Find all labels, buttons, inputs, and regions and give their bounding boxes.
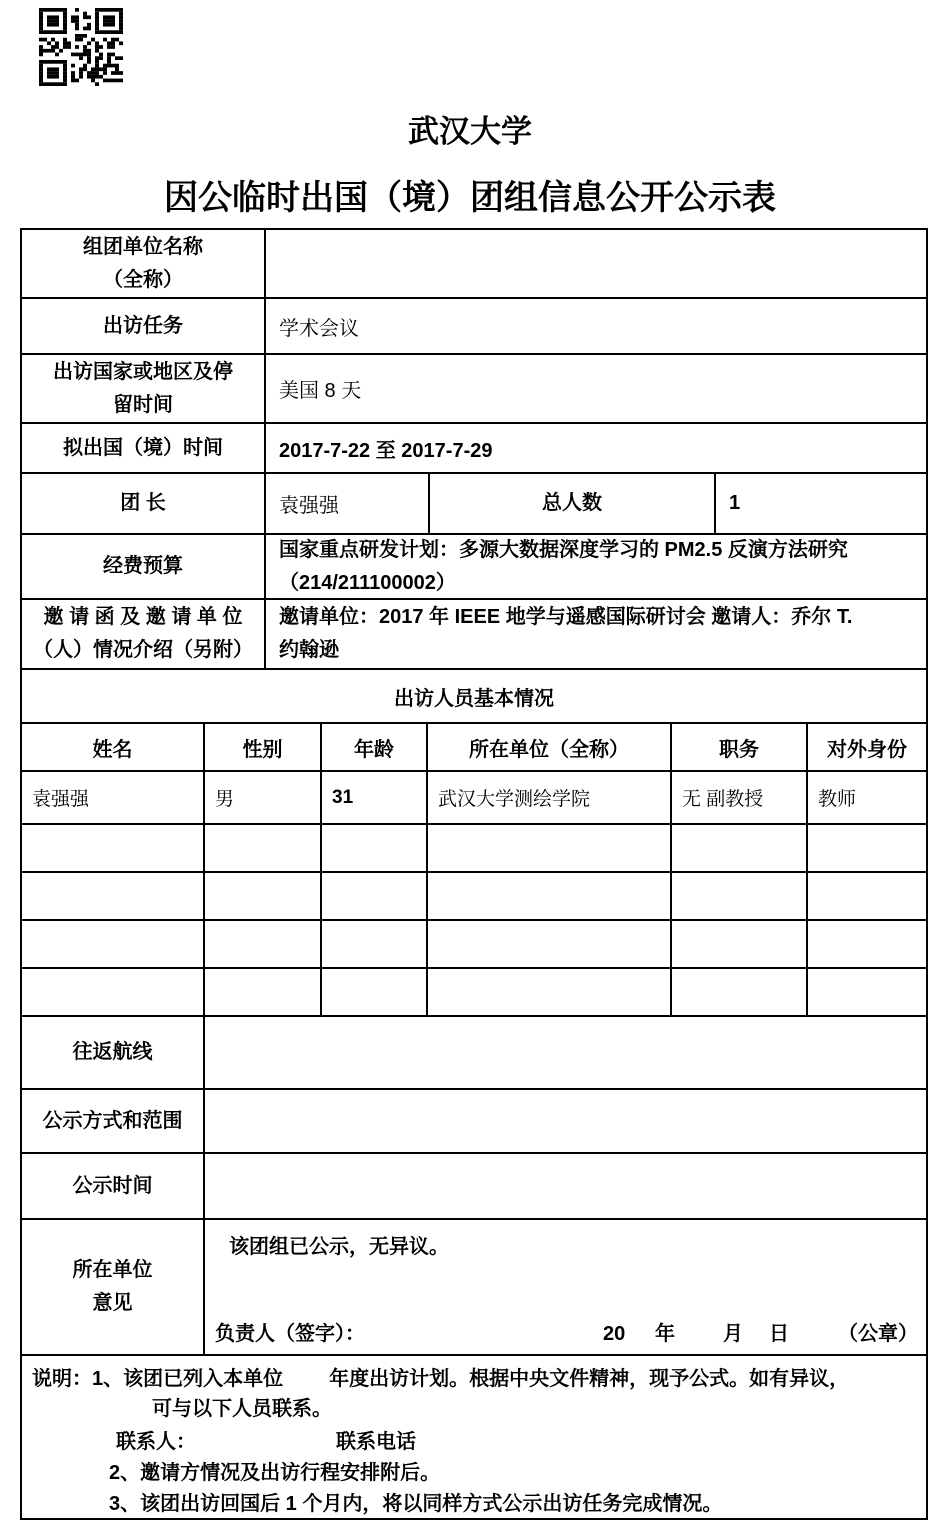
members-col-gender: 性别 bbox=[205, 724, 322, 770]
route-value bbox=[205, 1017, 926, 1088]
group-name-label: 组团单位名称 （全称） bbox=[22, 230, 266, 297]
row-notes bbox=[22, 1356, 926, 1518]
month-label: 月 bbox=[723, 1323, 743, 1345]
year-prefix: 20 bbox=[603, 1323, 626, 1345]
note-line-1: 说明：1、该团已列入本单位 年度出访计划。根据中央文件精神，现予公式。如有异议， bbox=[32, 1368, 850, 1390]
row-publicity-scope bbox=[22, 1090, 926, 1154]
members-col-duty: 职务 bbox=[672, 724, 808, 770]
form-subtitle: 因公临时出国（境）团组信息公开公示表 bbox=[164, 180, 776, 217]
task-label: 出访任务 bbox=[22, 299, 266, 353]
publicity-scope-label: 公示方式和范围 bbox=[22, 1090, 205, 1152]
row-date bbox=[22, 424, 926, 474]
row-publicity-time bbox=[22, 1154, 926, 1220]
unit-opinion-value bbox=[205, 1220, 926, 1354]
route-label: 往返航线 bbox=[22, 1017, 205, 1088]
leader-label: 团 长 bbox=[22, 474, 266, 533]
row-invitation bbox=[22, 600, 926, 670]
destination-value: 美国 8 天 bbox=[279, 380, 362, 402]
leader-value: 袁强强 bbox=[266, 474, 430, 533]
note-line-4: 2、邀请方情况及出访行程安排附后。 bbox=[109, 1462, 441, 1484]
opinion-statement: 该团组已公示，无异议。 bbox=[229, 1236, 449, 1258]
budget-label: 经费预算 bbox=[22, 535, 266, 598]
notes bbox=[22, 1356, 926, 1518]
member-row-empty bbox=[22, 921, 926, 969]
member-identity: 教师 bbox=[818, 789, 857, 810]
row-leader bbox=[22, 474, 926, 535]
members-section-title: 出访人员基本情况 bbox=[394, 687, 554, 710]
member-duty: 无 副教授 bbox=[672, 772, 808, 823]
row-route bbox=[22, 1017, 926, 1090]
signer-label: 负责人（签字）： bbox=[215, 1323, 365, 1345]
budget-value: 国家重点研发计划：多源大数据深度学习的 PM2.5 反演方法研究 （214/211100002） bbox=[279, 538, 848, 594]
form-table bbox=[20, 228, 928, 1520]
members-header-row bbox=[22, 724, 926, 772]
qr-code bbox=[39, 8, 123, 86]
row-destination bbox=[22, 355, 926, 424]
members-col-name: 姓名 bbox=[22, 724, 205, 770]
member-row-empty bbox=[22, 873, 926, 921]
invitation-label: 邀 请 函 及 邀 请 单 位 （人）情况介绍（另附） bbox=[22, 600, 266, 668]
task-value: 学术会议 bbox=[279, 317, 359, 340]
publicity-time-label: 公示时间 bbox=[22, 1154, 205, 1218]
day-label: 日 bbox=[769, 1323, 789, 1345]
year-label: 年 bbox=[655, 1323, 675, 1345]
member-row-empty bbox=[22, 825, 926, 873]
page-title: 武汉大学 bbox=[408, 114, 532, 149]
row-members-section-title bbox=[22, 670, 926, 724]
row-unit-opinion bbox=[22, 1220, 926, 1356]
member-row bbox=[22, 772, 926, 825]
signature-line bbox=[205, 1312, 926, 1346]
invitation-value: 邀请单位：2017 年 IEEE 地学与遥感国际研讨会 邀请人：乔尔 T. 约翰逊 bbox=[279, 606, 853, 661]
date-label: 拟出国（境）时间 bbox=[22, 424, 266, 472]
publicity-scope-value bbox=[205, 1090, 926, 1152]
total-count-value: 1 bbox=[729, 492, 741, 514]
seal-label: （公章） bbox=[838, 1323, 918, 1345]
group-name-value bbox=[266, 230, 926, 297]
destination-label: 出访国家或地区及停 留时间 bbox=[22, 355, 266, 422]
total-count-label: 总人数 bbox=[430, 474, 716, 533]
members-col-unit: 所在单位（全称） bbox=[428, 724, 672, 770]
row-task bbox=[22, 299, 926, 355]
row-budget bbox=[22, 535, 926, 600]
member-unit: 武汉大学测绘学院 bbox=[428, 772, 672, 823]
note-line-3: 联系人： 联系电话 bbox=[116, 1431, 416, 1453]
member-name: 袁强强 bbox=[22, 772, 205, 823]
member-age: 31 bbox=[322, 772, 428, 823]
unit-opinion-label: 所在单位 意见 bbox=[22, 1220, 205, 1354]
row-group-name bbox=[22, 230, 926, 299]
note-line-5: 3、该团出访回国后 1 个月内，将以同样方式公示出访任务完成情况。 bbox=[109, 1493, 723, 1515]
member-row-empty bbox=[22, 969, 926, 1017]
member-gender: 男 bbox=[205, 772, 322, 823]
publicity-time-value bbox=[205, 1154, 926, 1218]
note-line-2: 可与以下人员联系。 bbox=[152, 1398, 332, 1420]
members-col-age: 年龄 bbox=[322, 724, 428, 770]
date-value: 2017-7-22 至 2017-7-29 bbox=[279, 439, 493, 462]
members-col-identity: 对外身份 bbox=[827, 738, 907, 761]
